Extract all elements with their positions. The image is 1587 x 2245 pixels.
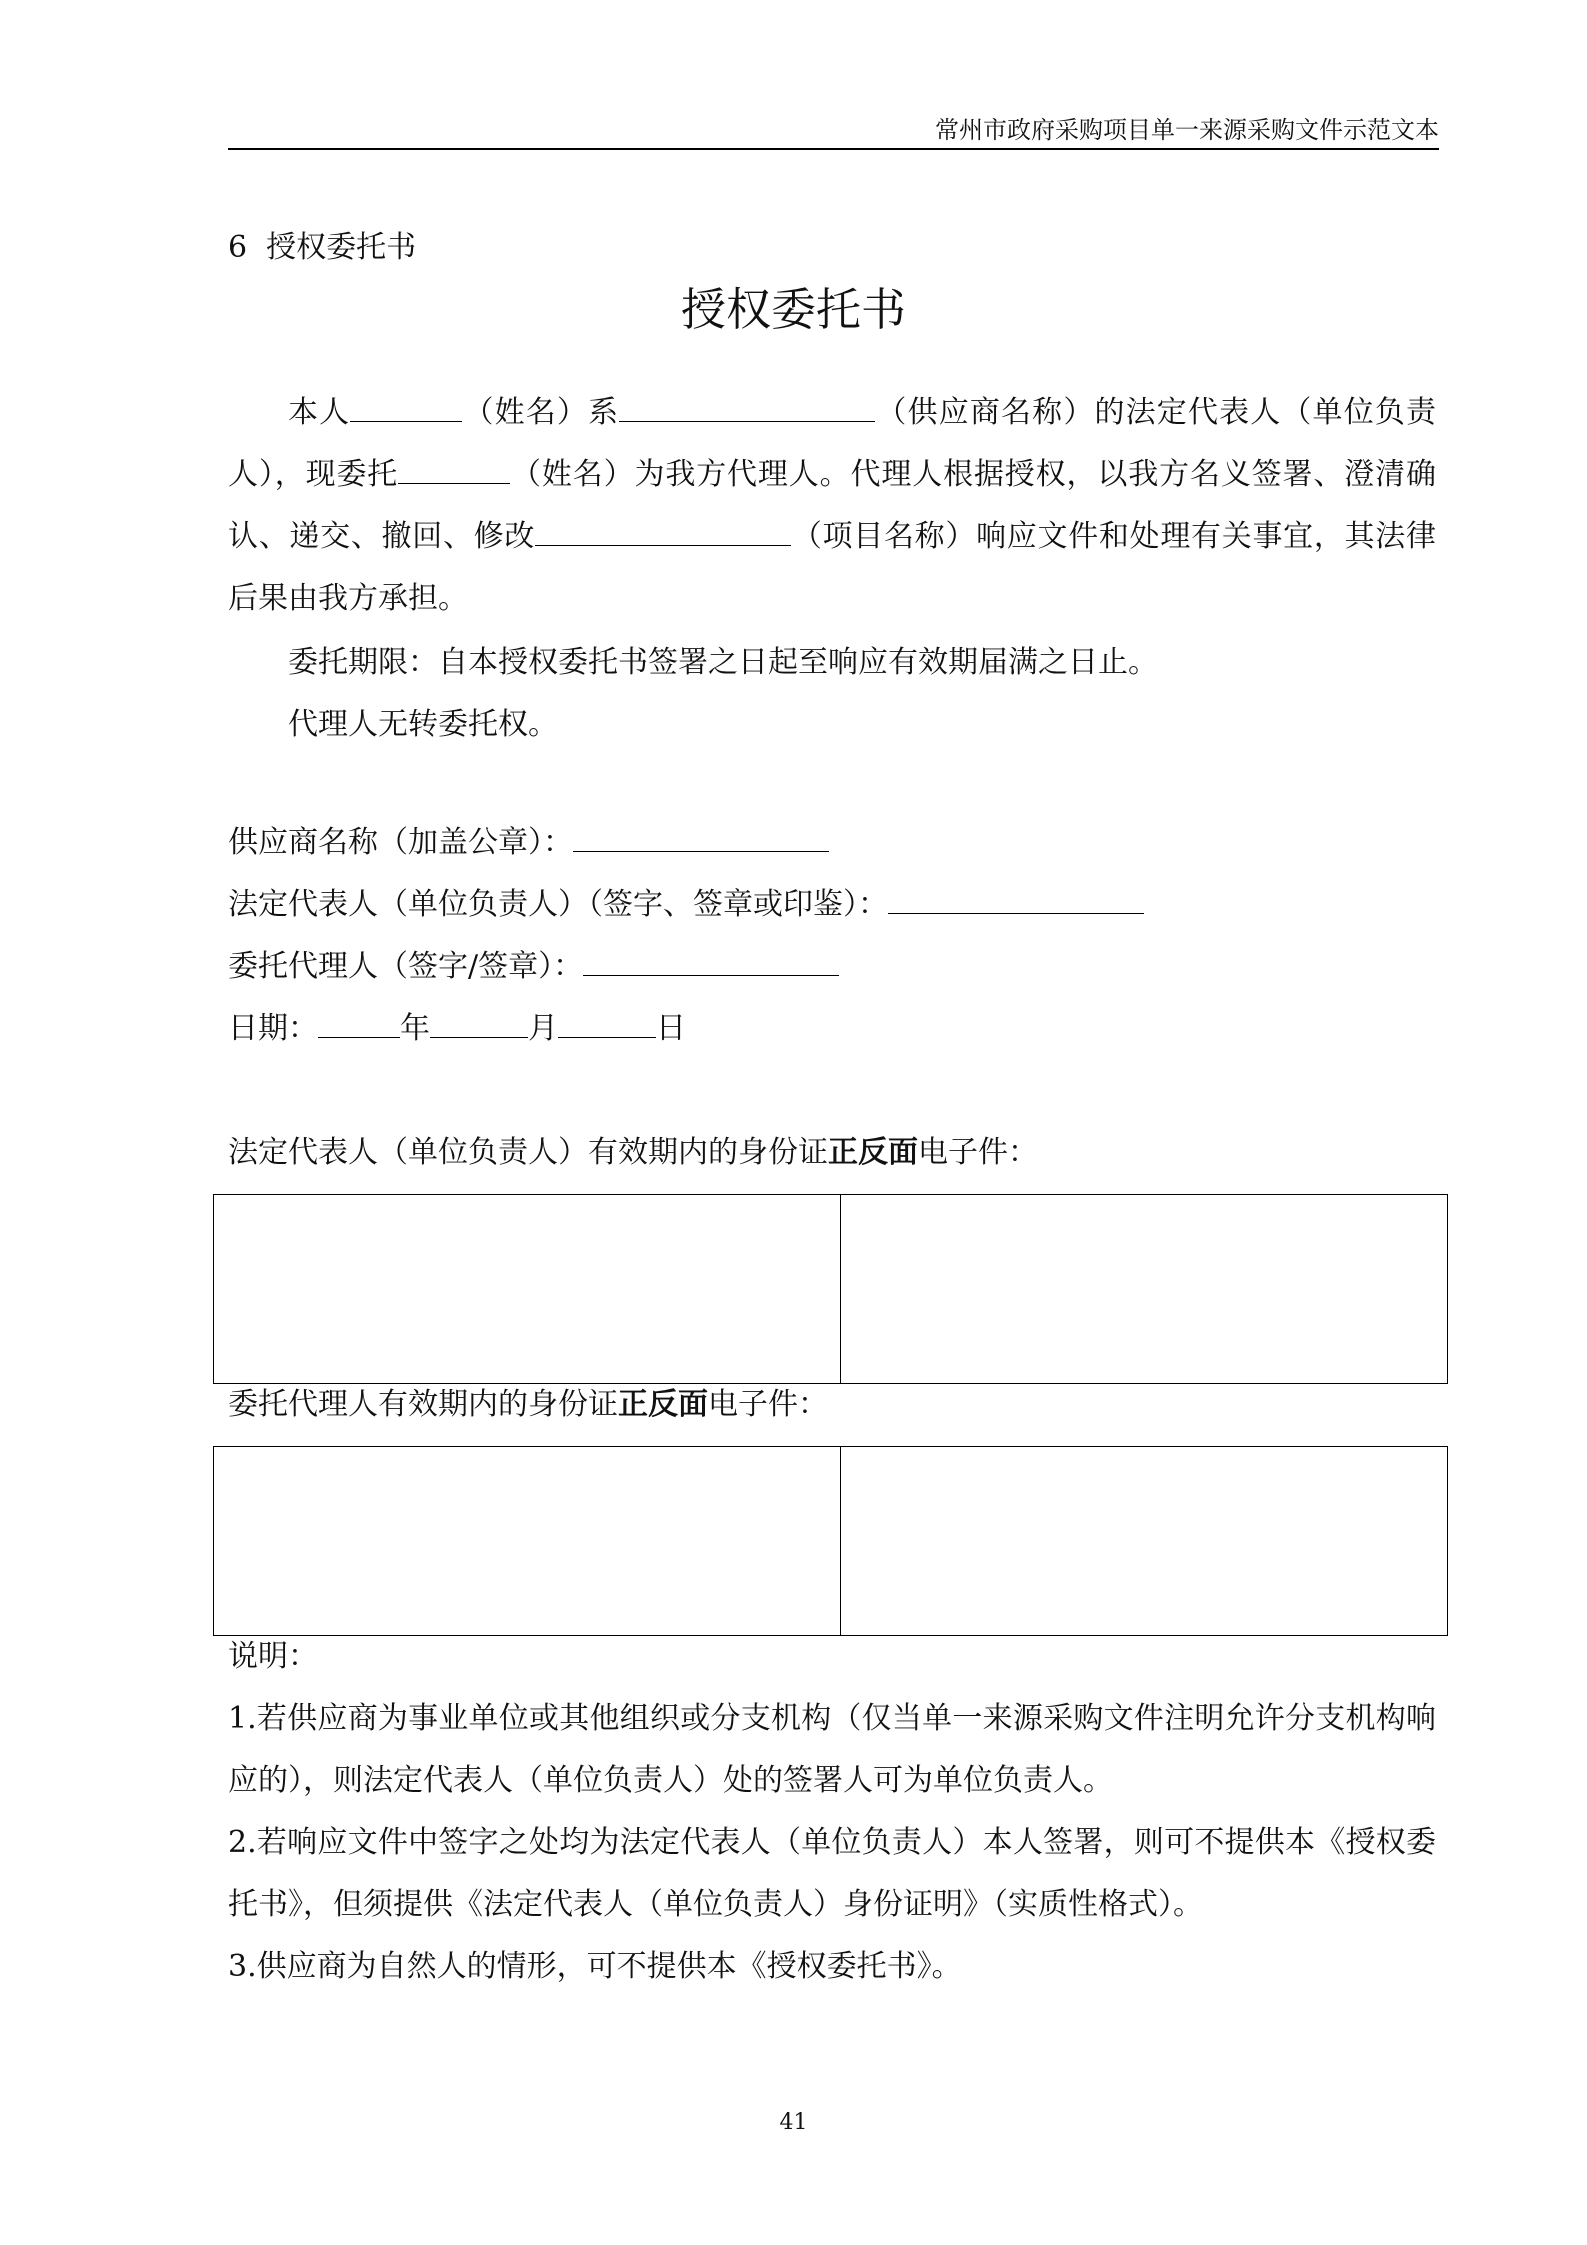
notes-heading: 说明： [228,1639,318,1674]
text-segment: （姓名）系 [462,395,620,430]
supplier-name-blank[interactable] [619,395,875,422]
supplier-seal-blank[interactable] [573,825,829,852]
page-number: 41 [779,2110,808,2135]
legal-rep-id-upload-table [213,1194,1448,1384]
field-label: 法定代表人（单位负责人）（签字、签章或印鉴）： [228,887,888,922]
date-field [228,998,686,1060]
field-label: 供应商名称（加盖公章）： [228,825,573,860]
text-segment: （姓名）为我方代理人。代理人根据授权，以我方名义签署、澄清确认、递交、撤回、修改 [228,457,1437,554]
year-blank[interactable] [318,1011,400,1038]
no-sub-delegation-paragraph: 代理人无转委托权。 [288,707,558,742]
text-segment: 电子件： [918,1135,1038,1170]
term-paragraph: 委托期限：自本授权委托书签署之日起至响应有效期届满之日止。 [288,645,1158,680]
legal-rep-id-back-box[interactable] [841,1195,1447,1383]
authorization-paragraph [228,382,1436,630]
agent-signature-blank[interactable] [583,949,839,976]
text-segment: （项目名称）响应文件和处理有关事宜，其法律后果由我方承担。 [228,519,1437,616]
year-label: 年 [400,1011,430,1046]
name-blank[interactable] [350,395,462,422]
agent-id-back-box[interactable] [841,1447,1447,1635]
text-segment: 委托代理人有效期内的身份证 [228,1387,618,1422]
note-item: 2.若响应文件中签字之处均为法定代表人（单位负责人）本人签署，则可不提供本《授权委托书》，但须提供《法定代表人（单位负责人）身份证明》（实质性格式）。 [228,1825,1436,1922]
day-blank[interactable] [558,1011,656,1038]
agent-id-front-box[interactable] [214,1447,841,1635]
note-item: 1.若供应商为事业单位或其他组织或分支机构（仅当单一来源采购文件注明允许分支机构响应的），则法定代表人（单位负责人）处的签署人可为单位负责人。 [228,1701,1436,1798]
document-title: 授权委托书 [680,283,906,336]
section-heading [228,228,416,268]
agent-id-upload-table [213,1446,1448,1636]
date-label: 日期： [228,1011,318,1046]
agent-name-blank[interactable] [398,457,510,484]
legal-rep-id-front-box[interactable] [214,1195,841,1383]
text-segment: 电子件： [708,1387,828,1422]
legal-rep-id-heading [228,1122,1038,1184]
agent-id-heading [228,1374,828,1436]
header-rule [228,148,1439,150]
section-number: 6 [228,230,248,265]
month-blank[interactable] [430,1011,528,1038]
project-name-blank[interactable] [535,519,791,546]
month-label: 月 [528,1011,558,1046]
text-segment: （供应商名称）的法定代表人（单位负责人），现委托 [228,395,1437,492]
emphasis-text: 正反面 [828,1135,918,1170]
field-label: 委托代理人（签字/签章）： [228,949,584,984]
text-segment: 本人 [288,395,351,430]
day-label: 日 [656,1011,686,1046]
legal-rep-signature-blank[interactable] [888,887,1144,914]
running-header: 常州市政府采购项目单一来源采购文件示范文本 [935,116,1439,144]
legal-rep-signature-field [228,874,1144,936]
emphasis-text: 正反面 [618,1387,708,1422]
section-label: 授权委托书 [266,230,417,265]
note-item: 3.供应商为自然人的情形，可不提供本《授权委托书》。 [228,1949,962,1984]
supplier-seal-field [228,812,829,874]
text-segment: 法定代表人（单位负责人）有效期内的身份证 [228,1135,828,1170]
agent-signature-field [228,936,839,998]
